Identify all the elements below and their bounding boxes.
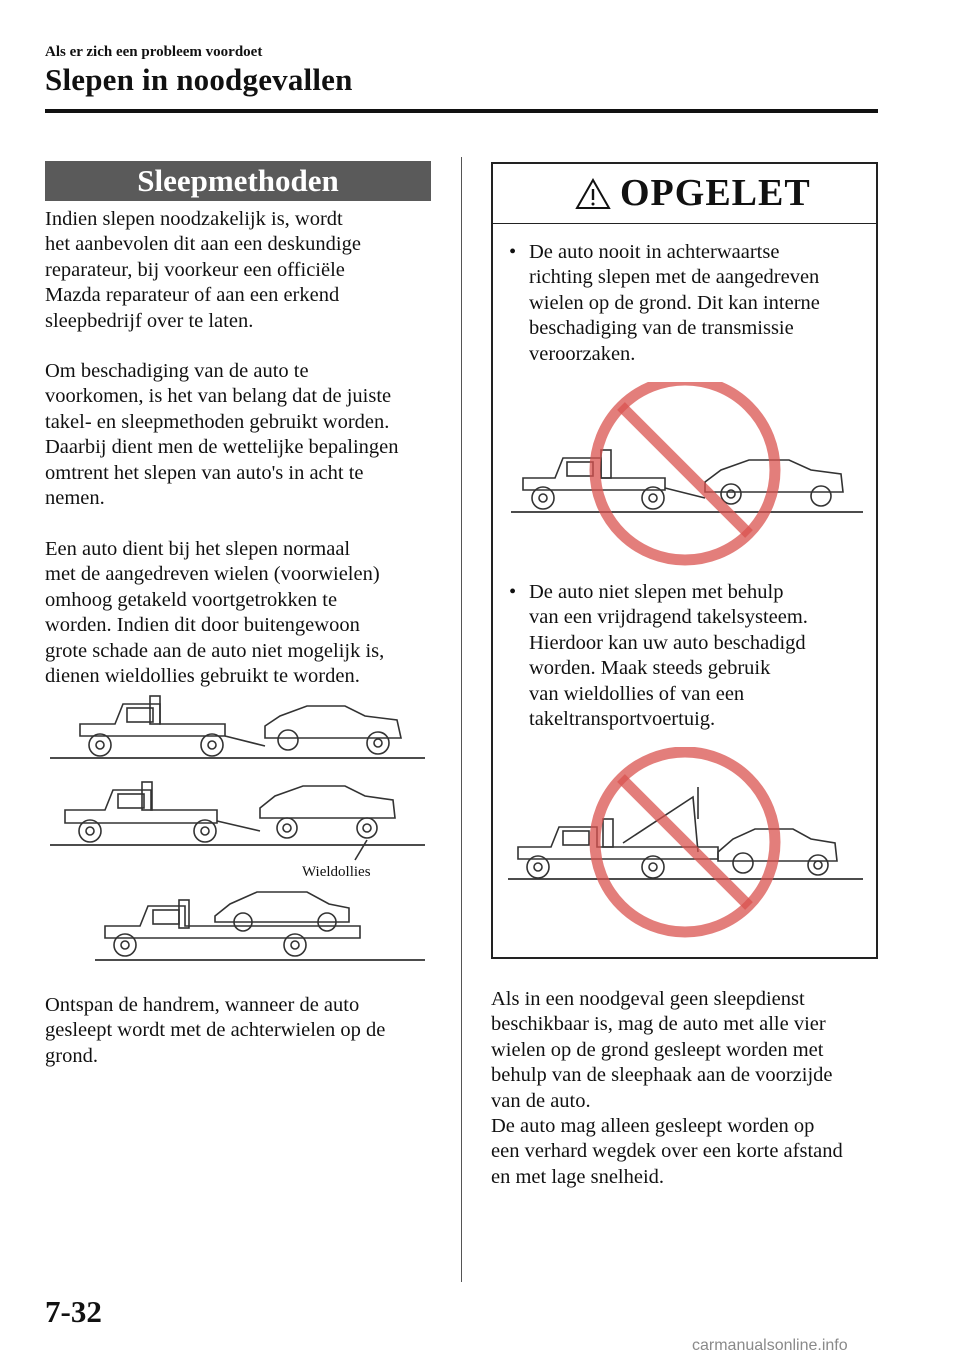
caution-item-reverse [509,240,871,365]
page-number: 7-32 [45,1294,102,1329]
caution-item-text: De auto niet slepen met behulp van een vrijdragend takelsysteem. Hierdoor kan uw auto beschadigd worden. Maak steeds gebruik van wieldollies of van een takeltransportvoertuig. [529,581,808,731]
section-heading: Sleepmethoden [45,161,431,201]
bullet-marker: • [509,241,517,263]
towing-methods-illustration [45,688,437,968]
paragraph-damage-prevention: Om beschadiging van de auto te voorkomen, is het van belang dat de juiste takel- en sleepmethoden gebruikt worden. Daarbij dient men de wettelijke bepalingen omtrent het slepen van auto's in acht te nemen. [45,360,399,510]
paragraph-emergency-towing: Als in een noodgeval geen sleepdienst beschikbaar is, mag de auto met alle vier wielen op de grond gesleept worden met behulp van de sleephaak aan de voorzijde van de auto. De auto mag alleen gesleept worden op een verhard wegdek over een korte afstand en met lage snelheid. [491,988,843,1188]
warning-triangle-icon [575,178,611,210]
header-divider [45,109,878,113]
watermark: carmanualsonline.info [692,1337,848,1354]
caution-box [491,162,878,959]
paragraph-towing-advice: Indien slepen noodzakelijk is, wordt het aanbevolen dit aan een deskundige reparateur, bij voorkeur een officiële Mazda reparateur of aan een erkend sleepbedrijf over te laten. [45,208,361,332]
prohibited-cantilever-tow-illustration [493,747,880,947]
paragraph-handbrake: Ontspan de handrem, wanneer de auto gesleept wordt met de achterwielen op de grond. [45,994,386,1067]
page-title: Slepen in noodgevallen [45,62,353,97]
prohibited-reverse-tow-illustration [493,382,880,582]
caution-title: OPGELET [620,172,811,214]
caution-item-cantilever [509,580,871,731]
chapter-label: Als er zich een probleem voordoet [45,44,263,60]
figure-caption-wieldollies: Wieldollies [302,864,371,880]
caution-header [493,164,876,224]
bullet-marker: • [509,581,517,603]
caution-item-text: De auto nooit in achterwaartse richting slepen met de aangedreven wielen op de grond. Dit kan interne beschadiging van de transmissie veroorzaken. [529,241,820,365]
column-divider [461,157,462,1282]
paragraph-wheel-dollies: Een auto dient bij het slepen normaal met de aangedreven wielen (voorwielen) omhoog getakeld voortgetrokken te worden. Indien dit door buitengewoon grote schade aan de auto niet mogelijk is, dienen wieldollies gebruikt te worden. [45,538,385,688]
